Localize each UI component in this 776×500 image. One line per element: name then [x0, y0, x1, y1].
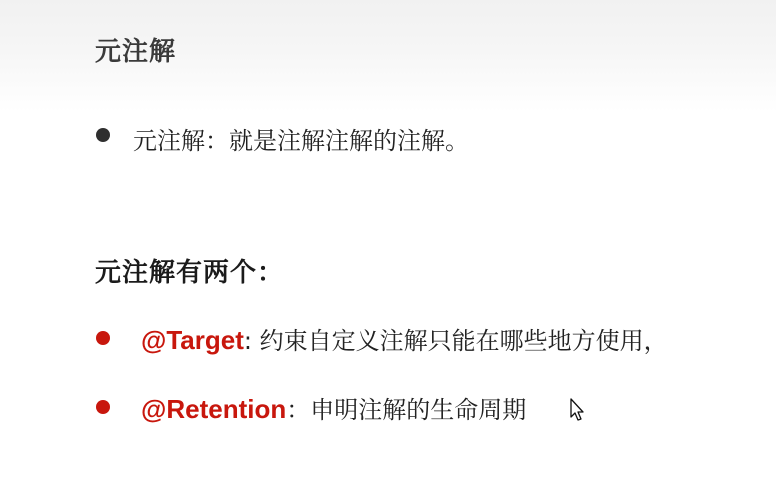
definition-text: 元注解：就是注解注解的注解。	[133, 127, 469, 155]
section-subheading: 元注解有两个：	[95, 258, 285, 288]
list-item-retention	[141, 390, 526, 425]
keyword-retention: @Retention	[141, 394, 287, 424]
mouse-cursor-icon	[570, 398, 584, 422]
bullet-dot-red-icon	[96, 331, 110, 345]
slide-title: 元注解	[95, 37, 177, 67]
bullet-dot-red-icon	[96, 400, 110, 414]
target-description: : 约束自定义注解只能在哪些地方使用，	[243, 327, 668, 355]
bullet-dot-icon	[96, 128, 110, 142]
keyword-target: @Target	[141, 325, 244, 355]
list-item-target	[141, 321, 668, 356]
retention-description: ：申明注解的生命周期	[286, 396, 527, 424]
